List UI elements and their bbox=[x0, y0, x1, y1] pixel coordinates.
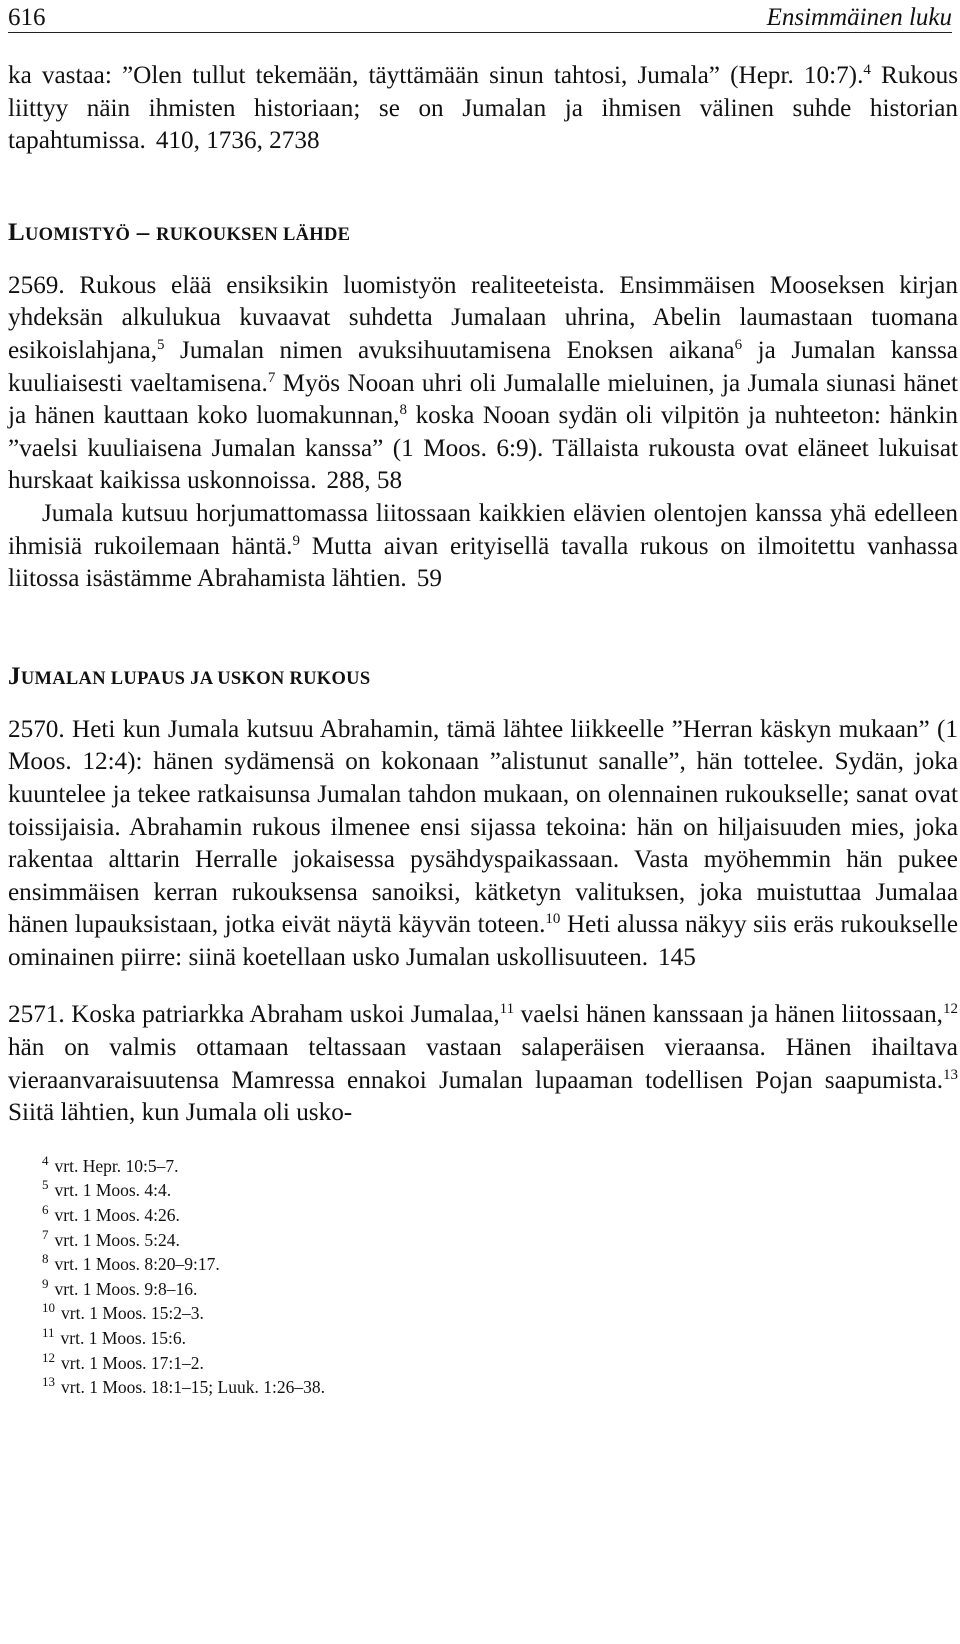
footnotes bbox=[8, 1154, 958, 1400]
footnote-ref: 11 bbox=[499, 1001, 515, 1018]
footnote-ref: 6 bbox=[734, 336, 743, 353]
section-heading: LUOMISTYÖ – RUKOUKSEN LÄHDE bbox=[8, 218, 351, 246]
footnote: $^7$ vrt. 1 Moos. 5:24. bbox=[42, 1226, 180, 1250]
cross-reference: 145 bbox=[658, 943, 696, 971]
footnote: $^6$ vrt. 1 Moos. 4:26. bbox=[42, 1202, 180, 1226]
paragraph-2571: 2571. Koska patriarkka Abraham uskoi Jumalaa,$^{11}$ vaelsi hänen kanssaan ja hänen liitossaan,$^{12}$ hän on valmis ottamaan teltassaan vastaan salaperäisen vieraansa. Hänen ihailtava vieraanvaraisuutensa Mamressa ennakoi Jumalan lupaaman todellisen Pojan saapumista.$^{13}$ Siitä lähtien, kun Jumala oli usko- bbox=[8, 1001, 958, 1127]
footnote-ref: 12 bbox=[942, 1001, 958, 1018]
footnote-ref: 7 bbox=[267, 369, 276, 386]
footnote-ref: 5 bbox=[157, 336, 165, 353]
footnote-ref: 13 bbox=[943, 1066, 958, 1083]
footnote: $^8$ vrt. 1 Moos. 8:20–9:17. bbox=[42, 1251, 220, 1275]
cross-reference: 410, 1736, 2738 bbox=[155, 127, 320, 155]
footnote: $^{12}$ vrt. 1 Moos. 17:1–2. bbox=[42, 1349, 204, 1373]
page-body bbox=[8, 60, 958, 1400]
paragraph-2569: 2569. Rukous elää ensiksikin luomistyön realiteeteista. Ensimmäisen Mooseksen kirjan yhdeksän alkulukua kuvaavat suhdetta Jumalaan uhrina, Abelin laumastaan tuomana esikoislahjana,$^5$ Jumalan nimen avuksihuutamisena Enoksen aikana$^6$ ja Jumalan kanssa kuuliaisesti vaeltamisena.$^7$ Myös Nooan uhri oli Jumalalle mieluinen, ja Jumala siunasi hänet ja hänen kauttaan koko luomakunnan,$^8$ koska Nooan sydän oli vilpitön ja nuhteeton: hänkin ”vaelsi kuuliaisena Jumalan kanssa” (1 Moos. 6:9). Tällaista rukousta ovat eläneet lukuisat hurskaat kaikissa uskonnoissa. 288, 58 bbox=[8, 271, 958, 495]
running-head bbox=[8, 0, 952, 33]
paragraph-continuation: ka vastaa: ”Olen tullut tekemään, täyttämään sinun tahtosi, Jumala” (Hepr. 10:7).$^4$ Rukous liittyy näin ihmisten historiaan; se on Jumalan ja ihmisen välinen suhde historian tapahtumissa. 410, 1736, 2738 bbox=[8, 62, 958, 155]
footnote: $^{11}$ vrt. 1 Moos. 15:6. bbox=[42, 1325, 186, 1348]
cross-reference: 59 bbox=[416, 565, 442, 593]
footnote-ref: 8 bbox=[399, 402, 408, 419]
footnote: $^4$ vrt. Hepr. 10:5–7. bbox=[42, 1152, 179, 1176]
footnote-ref: 9 bbox=[292, 532, 300, 549]
paragraph-2570: 2570. Heti kun Jumala kutsuu Abrahamin, tämä lähtee liikkeelle ”Herran käskyn mukaan” (1 Moos. 12:4): hänen sydämensä on kokonaan ”alistunut sanalle”, hän tottelee. Sydän, joka kuuntelee ja tekee ratkaisunsa Jumalan tahdon mukaan, on olennainen rukoukselle; sanat ovat toissijaisia. Abrahamin rukous ilmenee ensi sijassa tekoina: hän on hiljaisuuden mies, joka rakentaa alttarin Herralle jokaisessa pysähdyspaikassaan. Vasta myöhemmin hän pukee ensimmäisen kerran rukouksensa sanoiksi, kätketyn valituksen, joka muistuttaa Jumalaa hänen lupauksistaan, jotka eivät näytä käyvän toteen.$^{10}$ Heti alussa näkyy siis eräs rukoukselle ominainen piirre: siinä koetellaan usko Jumalan uskollisuuteen. 145 bbox=[8, 715, 958, 971]
footnote: $^{13}$ vrt. 1 Moos. 18:1–15; Luuk. 1:26–38. bbox=[42, 1374, 325, 1398]
section-heading: JUMALAN LUPAUS JA USKON RUKOUS bbox=[8, 662, 371, 690]
page-number: 616 bbox=[8, 4, 46, 31]
footnote-ref: 10 bbox=[545, 911, 561, 928]
footnote: $^5$ vrt. 1 Moos. 4:4. bbox=[42, 1177, 172, 1201]
paragraph-2569-continued: Jumala kutsuu horjumattomassa liitossaan kaikkien elävien olentojen kanssa yhä edelleen ihmisiä rukoilemaan häntä.$^9$ Mutta aivan erityisellä tavalla rukous on ilmoitettu vanhassa liitossa isästämme Abrahamista lähtien. 59 bbox=[8, 499, 958, 593]
footnote: $^9$ vrt. 1 Moos. 9:8–16. bbox=[42, 1275, 198, 1299]
footnote-ref: 4 bbox=[863, 62, 871, 78]
chapter-title: Ensimmäinen luku bbox=[766, 4, 952, 31]
footnote: $^{10}$ vrt. 1 Moos. 15:2–3. bbox=[42, 1300, 204, 1324]
cross-reference: 288, 58 bbox=[326, 467, 403, 495]
